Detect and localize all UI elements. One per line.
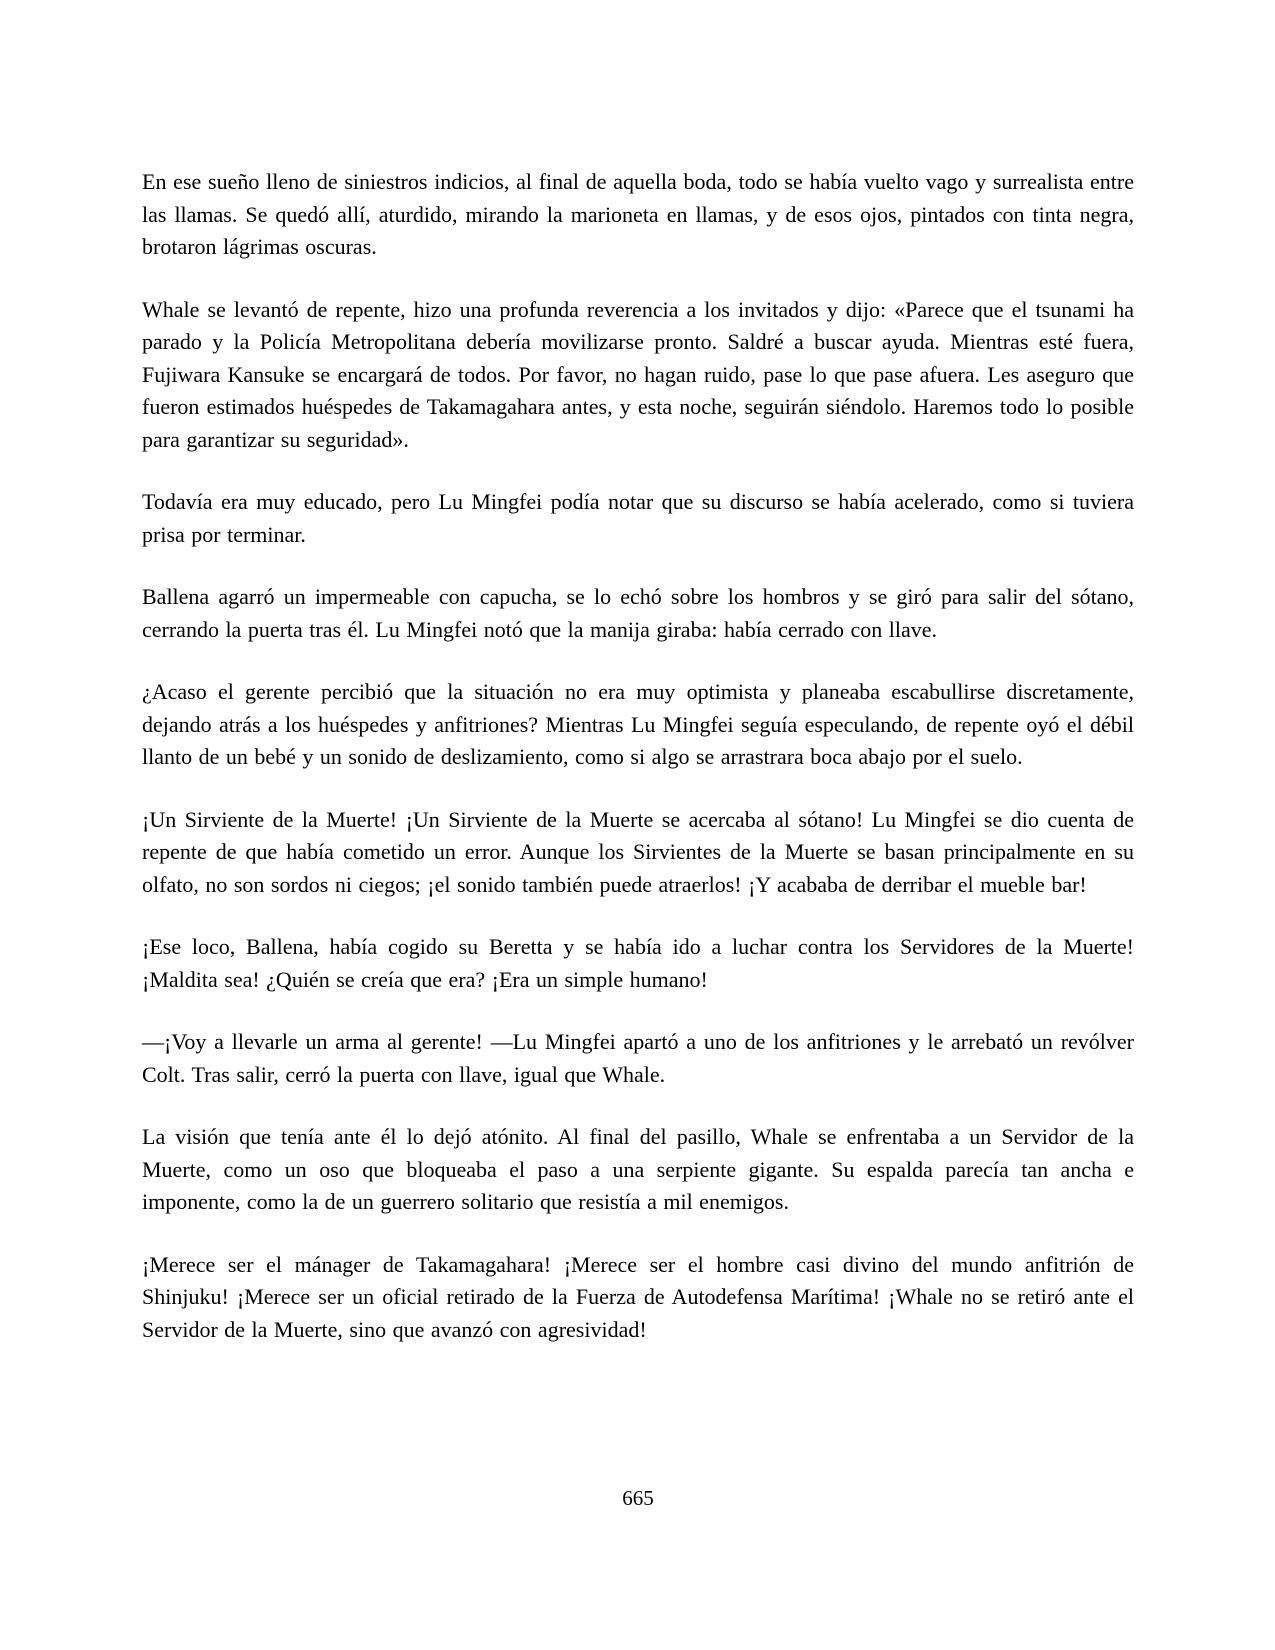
paragraph: —¡Voy a llevarle un arma al gerente! —Lu Mingfei apartó a uno de los anfitriones y le arrebató un revólver Colt. Tras salir, cerró la puerta con llave, igual que Whale. bbox=[142, 1029, 1134, 1087]
paragraph: La visión que tenía ante él lo dejó atónito. Al final del pasillo, Whale se enfrentaba a un Servidor de la Muerte, como un oso que bloqueaba el paso a una serpiente gigante. Su espalda parecía tan ancha e imponente, como la de un guerrero solitario que resistía a mil enemigos. bbox=[142, 1124, 1134, 1214]
text-block bbox=[142, 166, 1134, 1376]
page-footer bbox=[142, 1486, 1134, 1511]
paragraph: Whale se levantó de repente, hizo una profunda reverencia a los invitados y dijo: «Parece que el tsunami ha parado y la Policía Metropolitana debería movilizarse pronto. Saldré a buscar ayuda. Mientras esté fuera, Fujiwara Kansuke se encargará de todos. Por favor, no hagan ruido, pase lo que pase afuera. Les aseguro que fueron estimados huéspedes de Takamagahara antes, y esta noche, seguirán siéndolo. Haremos todo lo posible para garantizar su seguridad». bbox=[142, 296, 1134, 452]
paragraph: ¡Ese loco, Ballena, había cogido su Beretta y se había ido a luchar contra los Servidores de la Muerte! ¡Maldita sea! ¿Quién se creía que era? ¡Era un simple humano! bbox=[142, 934, 1134, 992]
paragraph: ¿Acaso el gerente percibió que la situación no era muy optimista y planeaba escabullirse discretamente, dejando atrás a los huéspedes y anfitriones? Mientras Lu Mingfei seguía especulando, de repente oyó el débil llanto de un bebé y un sonido de deslizamiento, como si algo se arrastrara boca abajo por el suelo. bbox=[142, 679, 1134, 769]
paragraph: En ese sueño lleno de siniestros indicios, al final de aquella boda, todo se había vuelto vago y surrealista entre las llamas. Se quedó allí, aturdido, mirando la marioneta en llamas, y de esos ojos, pintados con tinta negra, brotaron lágrimas oscuras. bbox=[142, 169, 1134, 259]
paragraph: Todavía era muy educado, pero Lu Mingfei podía notar que su discurso se había acelerado, como si tuviera prisa por terminar. bbox=[142, 489, 1134, 547]
page-number: 665 bbox=[622, 1486, 654, 1510]
paragraph: ¡Merece ser el mánager de Takamagahara! ¡Merece ser el hombre casi divino del mundo anfitrión de Shinjuku! ¡Merece ser un oficial retirado de la Fuerza de Autodefensa Marítima! ¡Whale no se retiró ante el Servidor de la Muerte, sino que avanzó con agresividad! bbox=[142, 1251, 1134, 1342]
paragraph: Ballena agarró un impermeable con capucha, se lo echó sobre los hombros y se giró para salir del sótano, cerrando la puerta tras él. Lu Mingfei notó que la manija giraba: había cerrado con llave. bbox=[142, 584, 1134, 642]
paragraph: ¡Un Sirviente de la Muerte! ¡Un Sirviente de la Muerte se acercaba al sótano! Lu Mingfei se dio cuenta de repente de que había cometido un error. Aunque los Sirvientes de la Muerte se basan principalmente en su olfato, no son sordos ni ciegos; ¡el sonido también puede atraerlos! ¡Y acababa de derribar el mueble bar! bbox=[142, 806, 1134, 897]
